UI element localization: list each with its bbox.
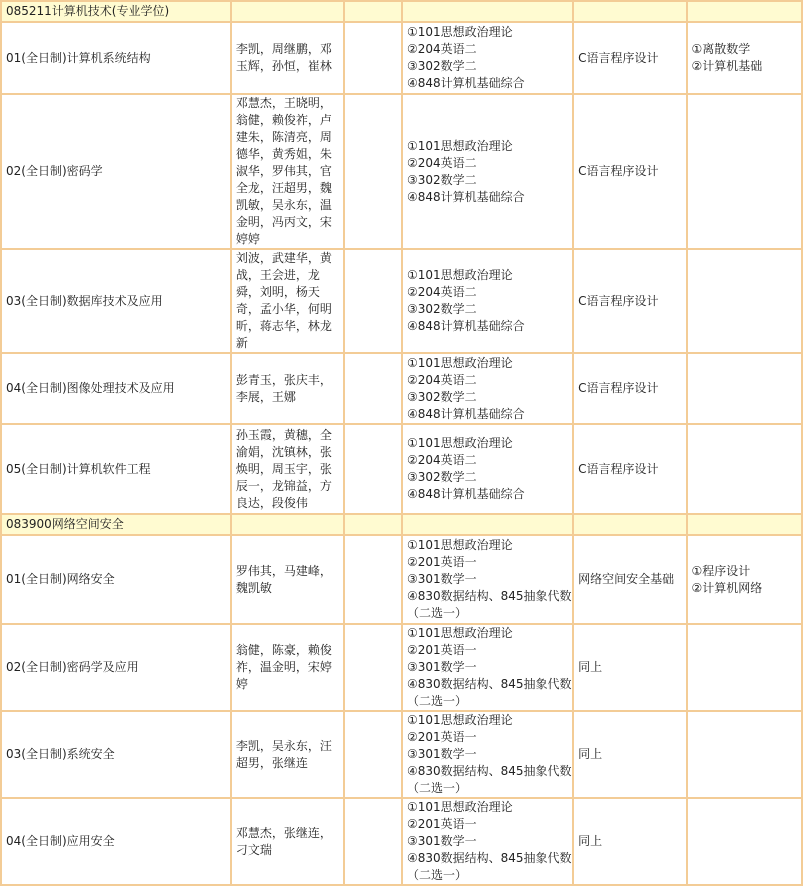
section-title: 085211计算机技术(专业学位) <box>1 1 231 22</box>
section-empty-cell <box>687 514 803 535</box>
exam-subject-line: （二选一） <box>406 868 467 882</box>
extra-subject-line: ①离散数学 <box>691 42 751 56</box>
section-empty-cell <box>344 514 402 535</box>
exam-subjects <box>402 798 573 885</box>
advisors: 刘波，武建华，黄战，王会进，龙舜，刘明，杨天奇，孟小华，何明昕，蒋志华，林龙新 <box>231 249 344 353</box>
exam-subjects <box>402 94 573 249</box>
extra-subjects <box>687 624 803 711</box>
exam-subject-line: ①101思想政治理论 <box>406 25 513 39</box>
section-empty-cell <box>402 1 573 22</box>
exam-subject-line: ①101思想政治理论 <box>406 436 513 450</box>
exam-subject-line: ③302数学二 <box>406 302 477 316</box>
exam-subject-line: ①101思想政治理论 <box>406 138 513 153</box>
extra-subjects <box>687 798 803 885</box>
exam-subject-line: ④848计算机基础综合 <box>406 487 525 501</box>
exam-subject-line: ③301数学一 <box>406 660 477 674</box>
exam-subject-line: ④830数据结构、845抽象代数 <box>406 589 572 603</box>
exam-subject-line: ③302数学二 <box>406 172 477 187</box>
empty-cell <box>344 94 402 249</box>
extra-subjects <box>687 249 803 353</box>
research-direction: 02(全日制)密码学及应用 <box>1 624 231 711</box>
section-empty-cell <box>231 1 344 22</box>
research-direction: 01(全日制)计算机系统结构 <box>1 22 231 94</box>
exam-subject-line: ①101思想政治理论 <box>406 538 513 552</box>
extra-subjects <box>687 424 803 514</box>
exam-subject-line: ②201英语一 <box>406 730 477 744</box>
exam-subjects <box>402 711 573 798</box>
section-header-row <box>1 1 802 22</box>
empty-cell <box>344 353 402 424</box>
exam-subject-line: ③302数学二 <box>406 389 477 404</box>
research-direction: 01(全日制)网络安全 <box>1 535 231 624</box>
extra-subjects <box>687 353 803 424</box>
table-row <box>1 535 802 624</box>
retest-subject: C语言程序设计 <box>573 249 686 353</box>
exam-subject-line: ②204英语二 <box>406 285 477 299</box>
empty-cell <box>344 711 402 798</box>
exam-subject-line: ②204英语二 <box>406 42 477 56</box>
section-header-row <box>1 514 802 535</box>
retest-subject: C语言程序设计 <box>573 353 686 424</box>
retest-subject: C语言程序设计 <box>573 22 686 94</box>
table-body <box>1 1 802 885</box>
retest-subject: C语言程序设计 <box>573 94 686 249</box>
research-direction: 04(全日制)应用安全 <box>1 798 231 885</box>
empty-cell <box>344 798 402 885</box>
exam-subject-line: ③302数学二 <box>406 59 477 73</box>
empty-cell <box>344 624 402 711</box>
section-empty-cell <box>687 1 803 22</box>
exam-subject-line: ④848计算机基础综合 <box>406 76 525 90</box>
exam-subject-line: ①101思想政治理论 <box>406 355 513 370</box>
extra-subject-line: ①程序设计 <box>691 563 751 578</box>
exam-subject-line: ④848计算机基础综合 <box>406 189 525 204</box>
table-row <box>1 249 802 353</box>
section-empty-cell <box>344 1 402 22</box>
exam-subject-line: ④848计算机基础综合 <box>406 319 525 333</box>
exam-subjects <box>402 249 573 353</box>
table-row <box>1 424 802 514</box>
empty-cell <box>344 535 402 624</box>
retest-subject: 同上 <box>573 624 686 711</box>
exam-subjects <box>402 353 573 424</box>
exam-subject-line: （二选一） <box>406 694 467 708</box>
exam-subjects <box>402 624 573 711</box>
empty-cell <box>344 424 402 514</box>
exam-subject-line: ②201英语一 <box>406 555 477 569</box>
exam-subject-line: （二选一） <box>406 781 467 795</box>
exam-subject-line: ④830数据结构、845抽象代数 <box>406 851 572 865</box>
exam-subject-line: ③301数学一 <box>406 747 477 761</box>
extra-subjects <box>687 22 803 94</box>
research-direction: 03(全日制)系统安全 <box>1 711 231 798</box>
research-direction: 05(全日制)计算机软件工程 <box>1 424 231 514</box>
research-direction: 04(全日制)图像处理技术及应用 <box>1 353 231 424</box>
empty-cell <box>344 249 402 353</box>
exam-subjects <box>402 424 573 514</box>
exam-subject-line: ①101思想政治理论 <box>406 626 513 640</box>
retest-subject: C语言程序设计 <box>573 424 686 514</box>
section-empty-cell <box>573 1 686 22</box>
advisors: 彭青玉，张庆丰，李展，王娜 <box>231 353 344 424</box>
table-row <box>1 353 802 424</box>
exam-subject-line: ③301数学一 <box>406 834 477 848</box>
table-row <box>1 624 802 711</box>
research-direction: 02(全日制)密码学 <box>1 94 231 249</box>
advisors: 李凯，周继鹏，邓玉辉，孙恒，崔林 <box>231 22 344 94</box>
exam-subject-line: ④830数据结构、845抽象代数 <box>406 764 572 778</box>
exam-subject-line: ④830数据结构、845抽象代数 <box>406 677 572 691</box>
exam-subject-line: ②201英语一 <box>406 643 477 657</box>
table-row <box>1 22 802 94</box>
exam-subject-line: ②204英语二 <box>406 453 477 467</box>
advisors: 邓慧杰，张继连，刁文瑞 <box>231 798 344 885</box>
exam-subject-line: ①101思想政治理论 <box>406 713 513 727</box>
table-row <box>1 798 802 885</box>
table-row <box>1 94 802 249</box>
exam-subject-line: （二选一） <box>406 606 467 620</box>
exam-subjects <box>402 535 573 624</box>
retest-subject: 网络空间安全基础 <box>573 535 686 624</box>
exam-subject-line: ②204英语二 <box>406 155 477 170</box>
exam-subject-line: ③302数学二 <box>406 470 477 484</box>
section-empty-cell <box>402 514 573 535</box>
extra-subjects <box>687 535 803 624</box>
section-empty-cell <box>573 514 686 535</box>
retest-subject: 同上 <box>573 798 686 885</box>
table-row <box>1 711 802 798</box>
advisors: 李凯，吴永东，汪超男，张继连 <box>231 711 344 798</box>
retest-subject: 同上 <box>573 711 686 798</box>
advisors: 邓慧杰，王晓明，翁健，赖俊祚，卢建朱，陈清亮，周德华，黄秀姐，朱淑华，罗伟其，官全龙，汪超男，魏凯敏，吴永东，温金明，冯丙文，宋婷婷 <box>231 94 344 249</box>
advisors: 罗伟其，马建峰，魏凯敏 <box>231 535 344 624</box>
empty-cell <box>344 22 402 94</box>
advisors: 翁健，陈豪，赖俊祚，温金明，宋婷婷 <box>231 624 344 711</box>
exam-subject-line: ④848计算机基础综合 <box>406 406 525 421</box>
extra-subject-line: ②计算机基础 <box>691 59 763 73</box>
exam-subject-line: ①101思想政治理论 <box>406 268 513 282</box>
extra-subject-line: ②计算机网络 <box>691 580 763 595</box>
exam-subject-line: ②204英语二 <box>406 372 477 387</box>
advisors: 孙玉霞，黄穗，全渝娟，沈镇林，张焕明，周玉宇，张辰一，龙锦益，方良达，段俊伟 <box>231 424 344 514</box>
exam-subjects <box>402 22 573 94</box>
exam-subject-line: ②201英语一 <box>406 817 477 831</box>
extra-subjects <box>687 94 803 249</box>
exam-subject-line: ①101思想政治理论 <box>406 800 513 814</box>
extra-subjects <box>687 711 803 798</box>
section-title: 083900网络空间安全 <box>1 514 231 535</box>
research-direction: 03(全日制)数据库技术及应用 <box>1 249 231 353</box>
exam-subject-line: ③301数学一 <box>406 572 477 586</box>
section-empty-cell <box>231 514 344 535</box>
